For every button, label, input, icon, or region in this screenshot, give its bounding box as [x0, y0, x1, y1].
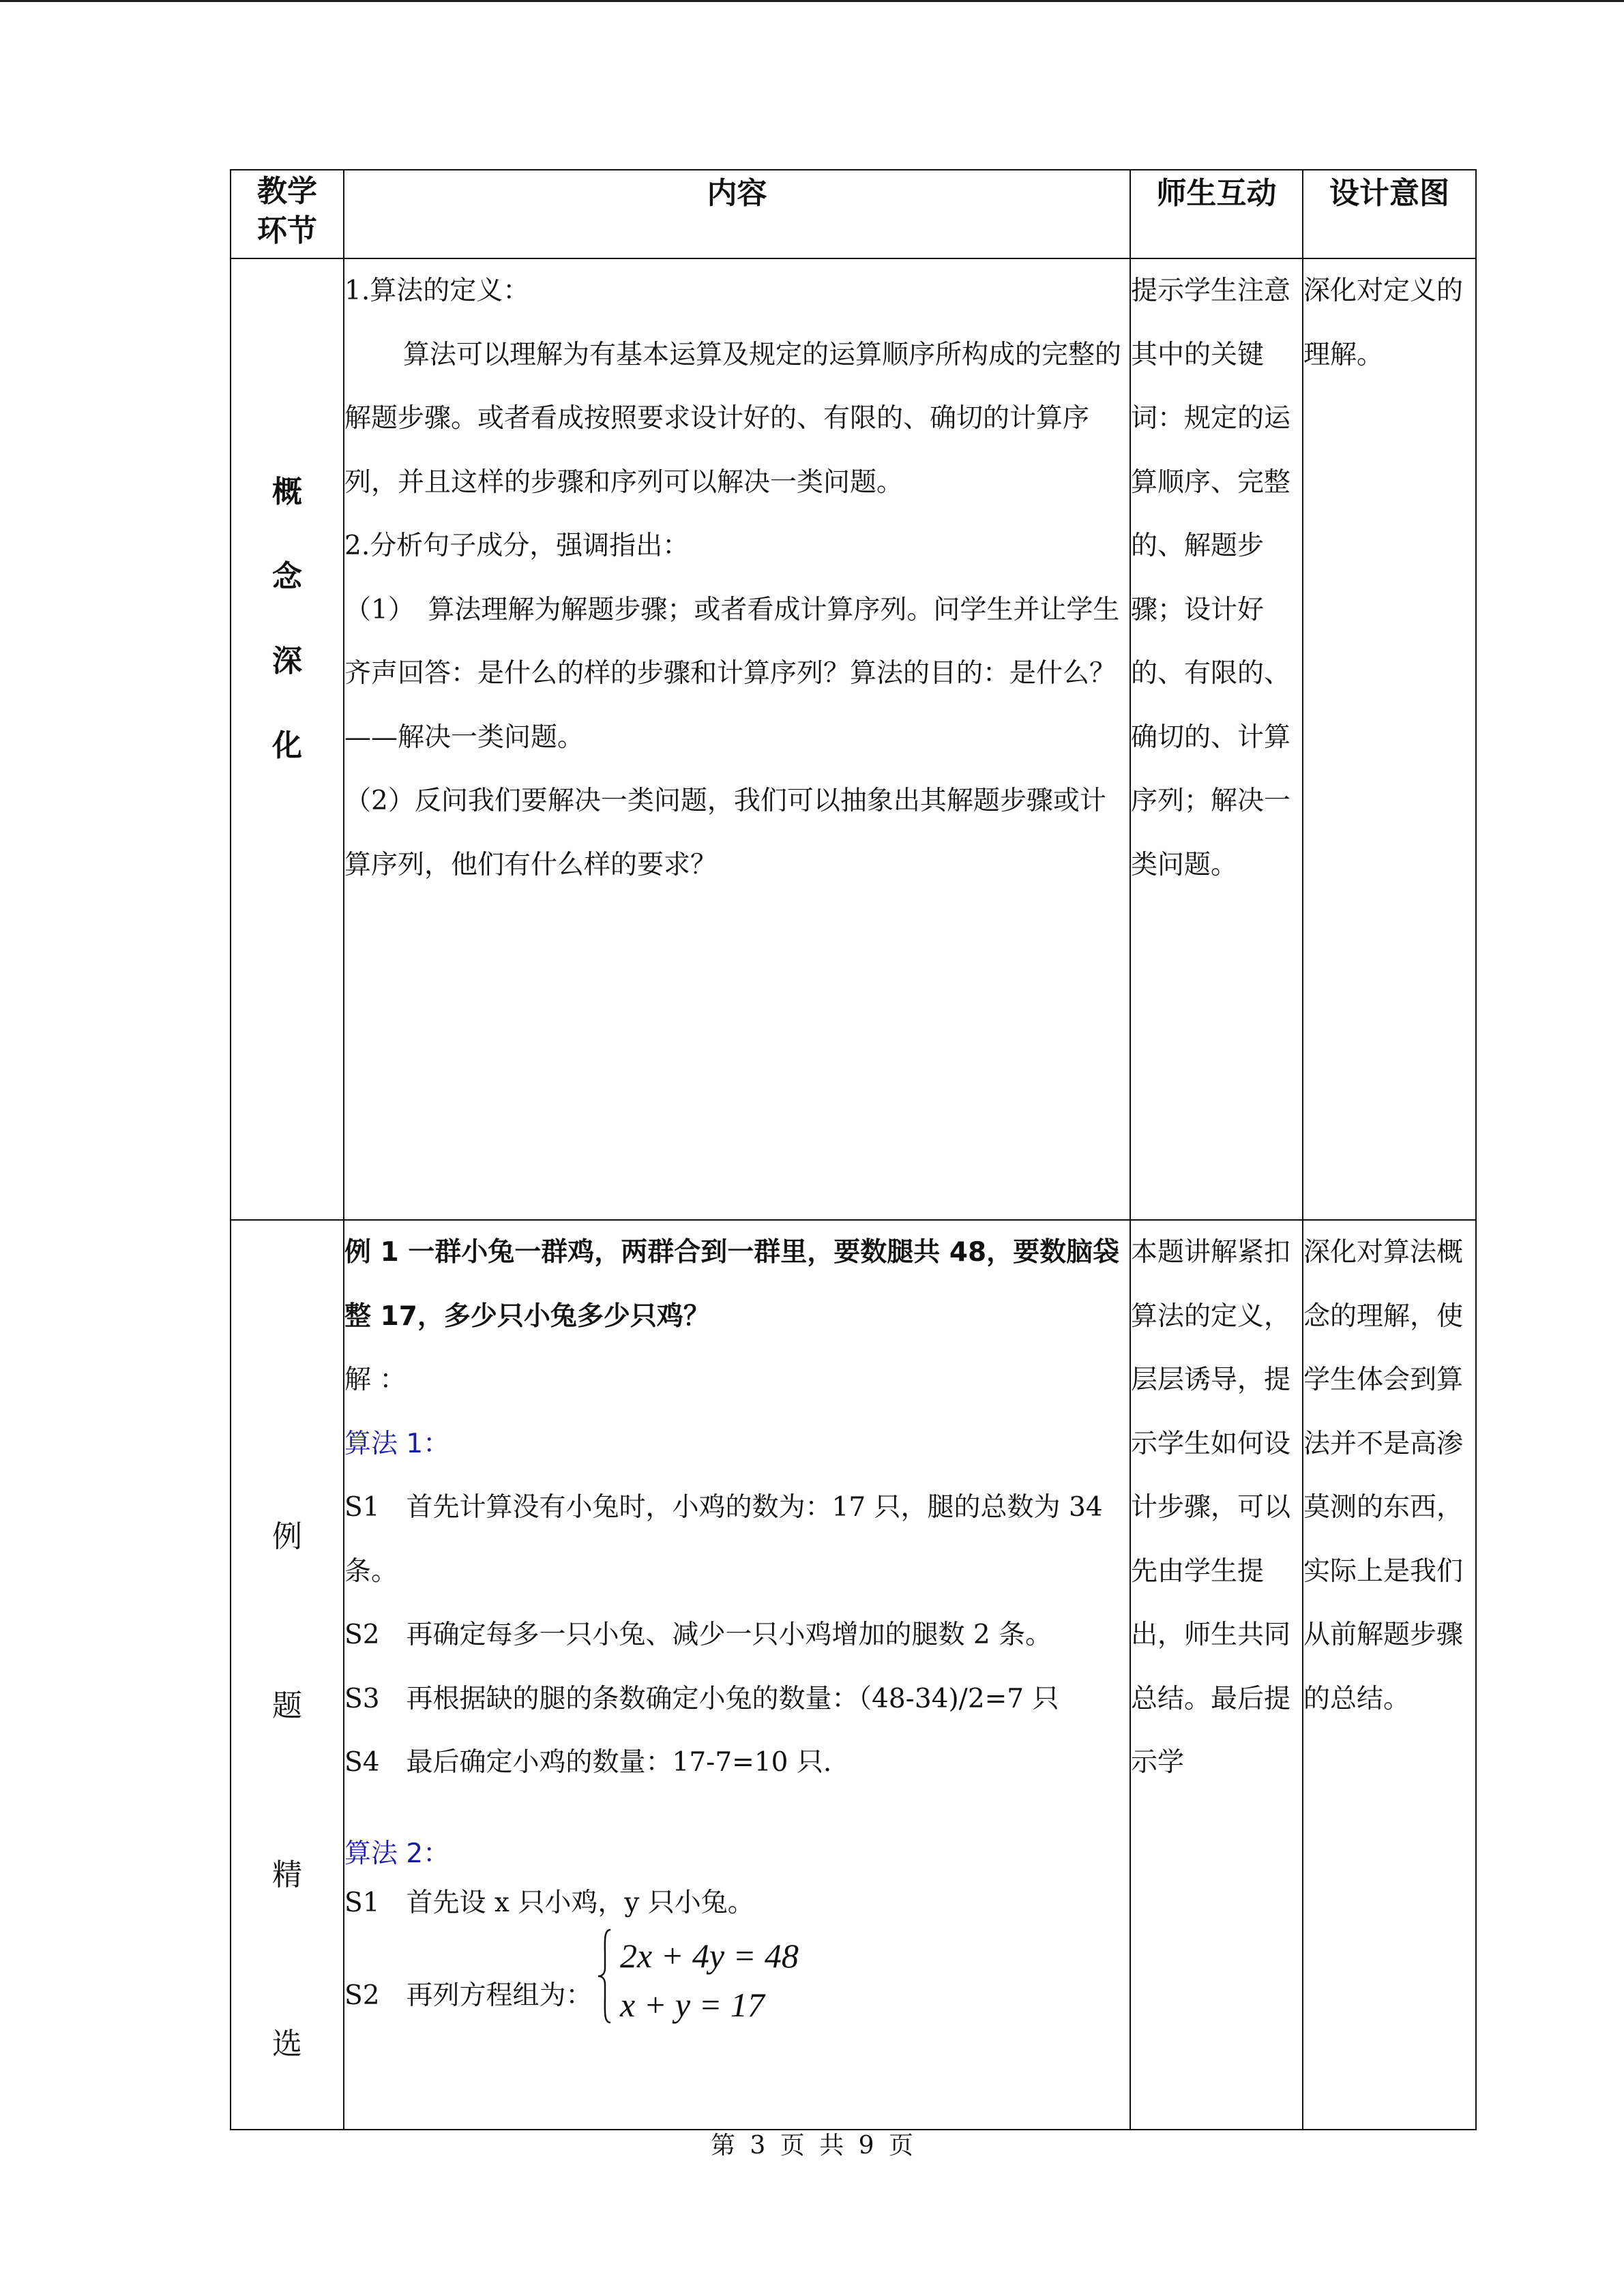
- algorithm-2-step-2: [344, 1924, 1130, 2033]
- header-interaction: 师生互动: [1130, 170, 1303, 258]
- content-cell: [344, 258, 1130, 1220]
- table-row: [231, 1220, 1476, 2130]
- algorithm-1-title: 算法 1：: [344, 1428, 450, 1459]
- algorithm-2-title: 算法 2：: [344, 1838, 450, 1869]
- equation-system: [597, 1924, 815, 2027]
- section-label: 例 题 精 选: [272, 1519, 302, 2061]
- page-footer: 第 3 页 共 9 页: [710, 2132, 914, 2160]
- intent-cell: [1303, 1220, 1476, 2130]
- content-cell: [344, 1220, 1130, 2130]
- algorithm-1-step-4: S4 最后确定小鸡的数量：17-7=10 只.: [344, 1747, 832, 1778]
- equation-1: 2x + 4y = 48: [620, 1936, 799, 1975]
- section-label: 概 念 深 化: [272, 475, 302, 763]
- header-section: 教学 环节: [231, 170, 344, 258]
- intent-text: 深化对定义的理解。: [1303, 275, 1464, 370]
- equation-2: x + y = 17: [620, 1985, 765, 2024]
- header-intent: 设计意图: [1303, 170, 1476, 258]
- analysis-point-1: （1） 算法理解为解题步骤；或者看成计算序列。问学生并让学生齐声回答：是什么的样的步骤和计算序列？算法的目的：是什么？——解决一类问题。: [344, 594, 1120, 753]
- analysis-heading: 2.分析句子成分，强调指出：: [344, 531, 690, 561]
- table-row: [231, 258, 1476, 1220]
- intent-cell: [1303, 258, 1476, 1220]
- interaction-cell: [1130, 1220, 1303, 2130]
- table-header-row: [231, 170, 1476, 258]
- equation-label: S2 再列方程组为：: [344, 1980, 593, 2011]
- interaction-text: 本题讲解紧扣算法的定义，层层诱导，提示学生如何设计步骤，可以先由学生提出，师生共同总结。最后提示学: [1131, 1237, 1291, 1778]
- header-content: 内容: [344, 170, 1130, 258]
- definition-heading: 1.算法的定义：: [344, 275, 530, 306]
- section-cell-examples: [231, 1220, 344, 2130]
- left-brace-icon: [597, 1928, 613, 2024]
- page-top-border: [0, 0, 1624, 2]
- lesson-plan-table: [230, 169, 1477, 2130]
- algorithm-1-step-2: S2 再确定每多一只小兔、减少一只小鸡增加的腿数 2 条。: [344, 1620, 1052, 1650]
- example-title: 例 1 一群小兔一群鸡，两群合到一群里，要数腿共 48，要数脑袋整 17，多少只小兔多少只鸡？: [344, 1237, 1120, 1332]
- analysis-point-2: （2）反问我们要解决一类问题，我们可以抽象出其解题步骤或计算序列，他们有什么样的要求？: [344, 786, 1106, 880]
- intent-text: 深化对算法概念的理解，使学生体会到算法并不是高渗莫测的东西，实际上是我们从前解题步骤的总结。: [1303, 1237, 1464, 1714]
- spacer: [344, 1795, 1130, 1826]
- algorithm-1-step-1: S1 首先计算没有小兔时，小鸡的数为：17 只，腿的总数为 34 条。: [344, 1492, 1103, 1587]
- algorithm-1-step-3: S3 再根据缺的腿的条数确定小兔的数量：（48-34)/2=7 只: [344, 1683, 1059, 1714]
- section-cell-concept: [231, 258, 344, 1220]
- algorithm-2-step-1: S1 首先设 x 只小鸡，y 只小兔。: [344, 1887, 754, 1918]
- interaction-text: 提示学生注意其中的关键词：规定的运算顺序、完整的、解题步骤；设计好的、有限的、确切的、计算序列；解决一类问题。: [1131, 275, 1291, 880]
- interaction-cell: [1130, 258, 1303, 1220]
- solution-label: 解 ：: [344, 1365, 407, 1395]
- definition-text: 算法可以理解为有基本运算及规定的运算顺序所构成的完整的解题步骤。或者看成按照要求设计好的、有限的、确切的计算序列，并且这样的步骤和序列可以解决一类问题。: [344, 339, 1122, 498]
